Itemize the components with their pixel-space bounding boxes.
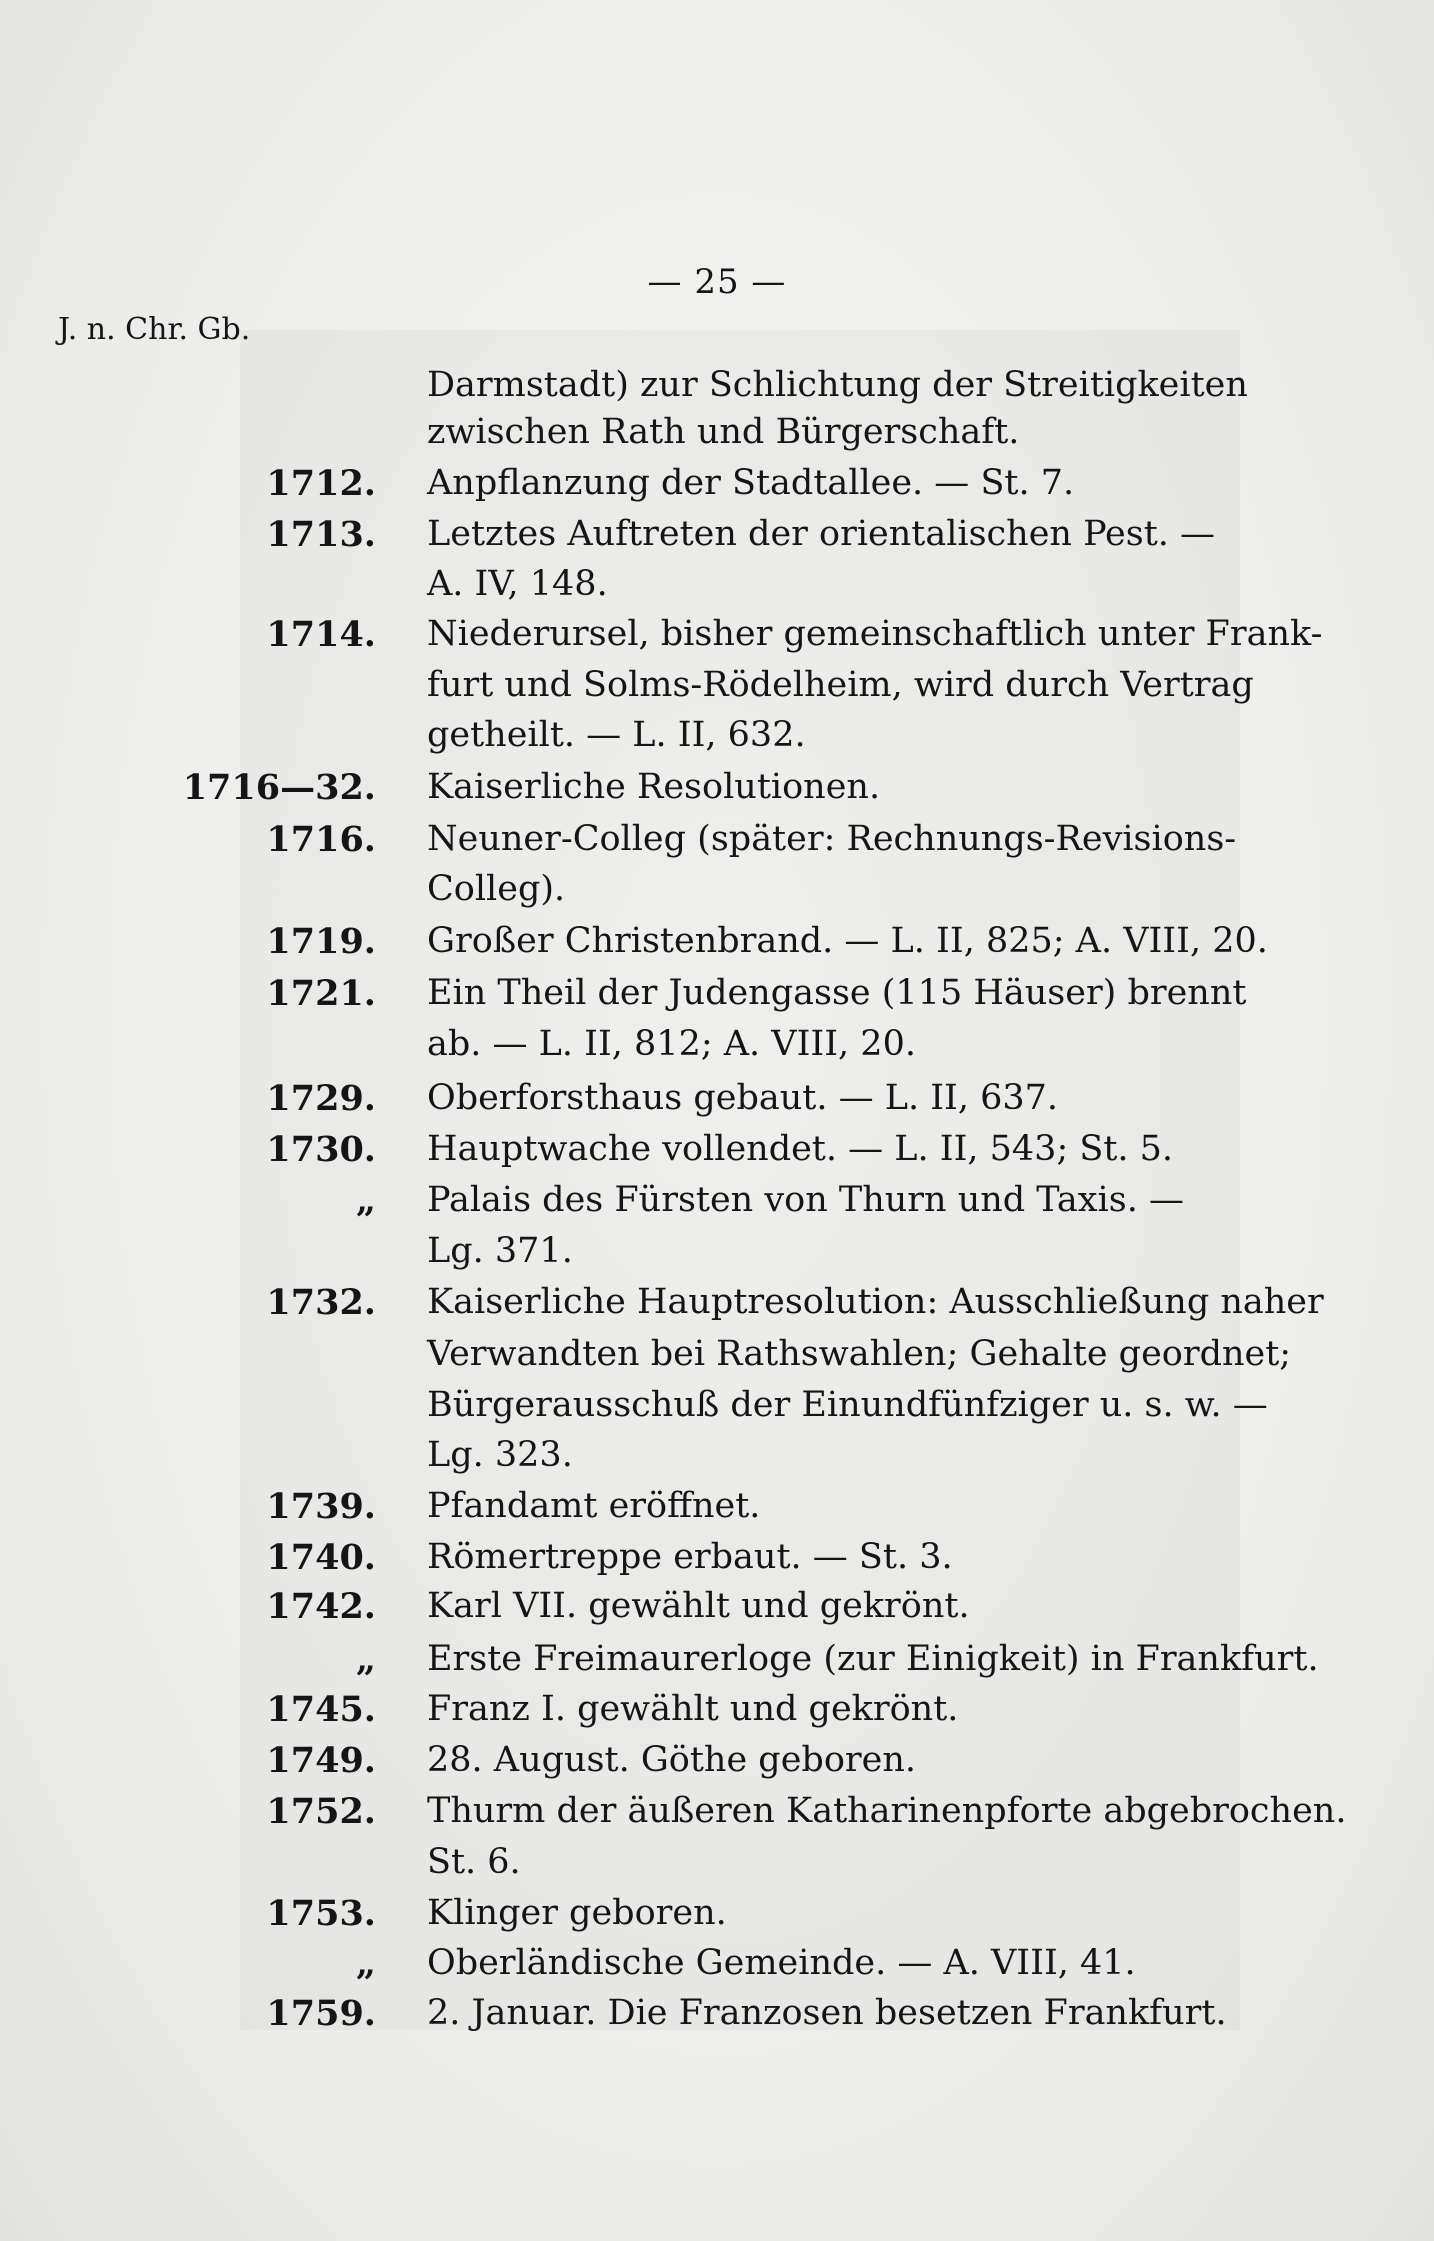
entry-year: 1742.: [266, 1586, 376, 1627]
entry-year: 1759.: [266, 1993, 376, 2034]
entry-year: 1729.: [266, 1078, 376, 1119]
entry-text: Franz I. gewählt und gekrönt.: [427, 1689, 959, 1729]
entry-text: Anpflanzung der Stadtallee. — St. 7.: [427, 463, 1075, 503]
entry-text: 28. August. Göthe geboren.: [427, 1740, 917, 1780]
entry-text: Palais des Fürsten von Thurn und Taxis. —: [427, 1180, 1184, 1220]
entry-text: Erste Freimaurerloge (zur Einigkeit) in Frankfurt.: [427, 1639, 1319, 1679]
entry-year: 1716—32.: [182, 767, 376, 808]
entry-year: 1719.: [266, 921, 376, 962]
entry-text: Verwandten bei Rathswahlen; Gehalte geordnet;: [427, 1334, 1292, 1374]
entry-text: Pfandamt eröffnet.: [427, 1486, 761, 1526]
entry-text: Thurm der äußeren Katharinenpforte abgebrochen.: [427, 1791, 1347, 1831]
entry-text: furt und Solms-Rödelheim, wird durch Vertrag: [427, 665, 1254, 705]
running-head: J. n. Chr. Gb.: [58, 312, 251, 347]
entry-year: 1745.: [266, 1689, 376, 1730]
entry-year: 1714.: [266, 614, 376, 655]
entry-year: 1732.: [266, 1282, 376, 1323]
entry-text: Großer Christenbrand. — L. II, 825; A. VIII, 20.: [427, 921, 1268, 961]
entry-text: zwischen Rath und Bürgerschaft.: [427, 412, 1020, 452]
entry-year: 1739.: [266, 1486, 376, 1527]
entry-text: Klinger geboren.: [427, 1893, 727, 1933]
entry-year: „: [355, 1639, 376, 1680]
entry-text: Neuner-Colleg (später: Rechnungs-Revisions-: [427, 819, 1237, 859]
entry-year: 1753.: [266, 1893, 376, 1934]
entry-year: 1752.: [266, 1791, 376, 1832]
entry-text: Kaiserliche Resolutionen.: [427, 767, 881, 807]
entry-year: 1713.: [266, 514, 376, 555]
entry-year: „: [355, 1943, 376, 1984]
entry-text: Kaiserliche Hauptresolution: Ausschließung naher: [427, 1282, 1324, 1322]
entry-text: Darmstadt) zur Schlichtung der Streitigkeiten: [427, 365, 1248, 405]
entry-text: Oberforsthaus gebaut. — L. II, 637.: [427, 1078, 1059, 1118]
entry-text: Niederursel, bisher gemeinschaftlich unter Frank-: [427, 614, 1323, 654]
entry-text: St. 6.: [427, 1842, 521, 1882]
page-number: — 25 —: [647, 262, 787, 302]
entry-text: Hauptwache vollendet. — L. II, 543; St. 5.: [427, 1129, 1174, 1169]
entry-year: 1749.: [266, 1740, 376, 1781]
entry-text: ab. — L. II, 812; A. VIII, 20.: [427, 1024, 916, 1064]
entry-text: getheilt. — L. II, 632.: [427, 715, 806, 755]
entry-text: Bürgerausschuß der Einundfünfziger u. s. w. —: [427, 1385, 1268, 1425]
entry-text: Oberländische Gemeinde. — A. VIII, 41.: [427, 1943, 1136, 1983]
entry-text: Römertreppe erbaut. — St. 3.: [427, 1537, 953, 1577]
entry-text: A. IV, 148.: [427, 564, 608, 604]
entry-text: Lg. 371.: [427, 1231, 573, 1271]
entry-year: „: [355, 1180, 376, 1221]
entry-year: 1712.: [266, 463, 376, 504]
entry-year: 1721.: [266, 973, 376, 1014]
entry-text: 2. Januar. Die Franzosen besetzen Frankfurt.: [427, 1993, 1227, 2033]
entry-text: Lg. 323.: [427, 1435, 573, 1475]
entry-text: Colleg).: [427, 869, 566, 909]
entry-year: 1740.: [266, 1537, 376, 1578]
entry-year: 1716.: [266, 819, 376, 860]
entry-text: Karl VII. gewählt und gekrönt.: [427, 1586, 970, 1626]
entry-year: 1730.: [266, 1129, 376, 1170]
entry-text: Ein Theil der Judengasse (115 Häuser) brennt: [427, 973, 1247, 1013]
entry-text: Letztes Auftreten der orientalischen Pest. —: [427, 514, 1216, 554]
